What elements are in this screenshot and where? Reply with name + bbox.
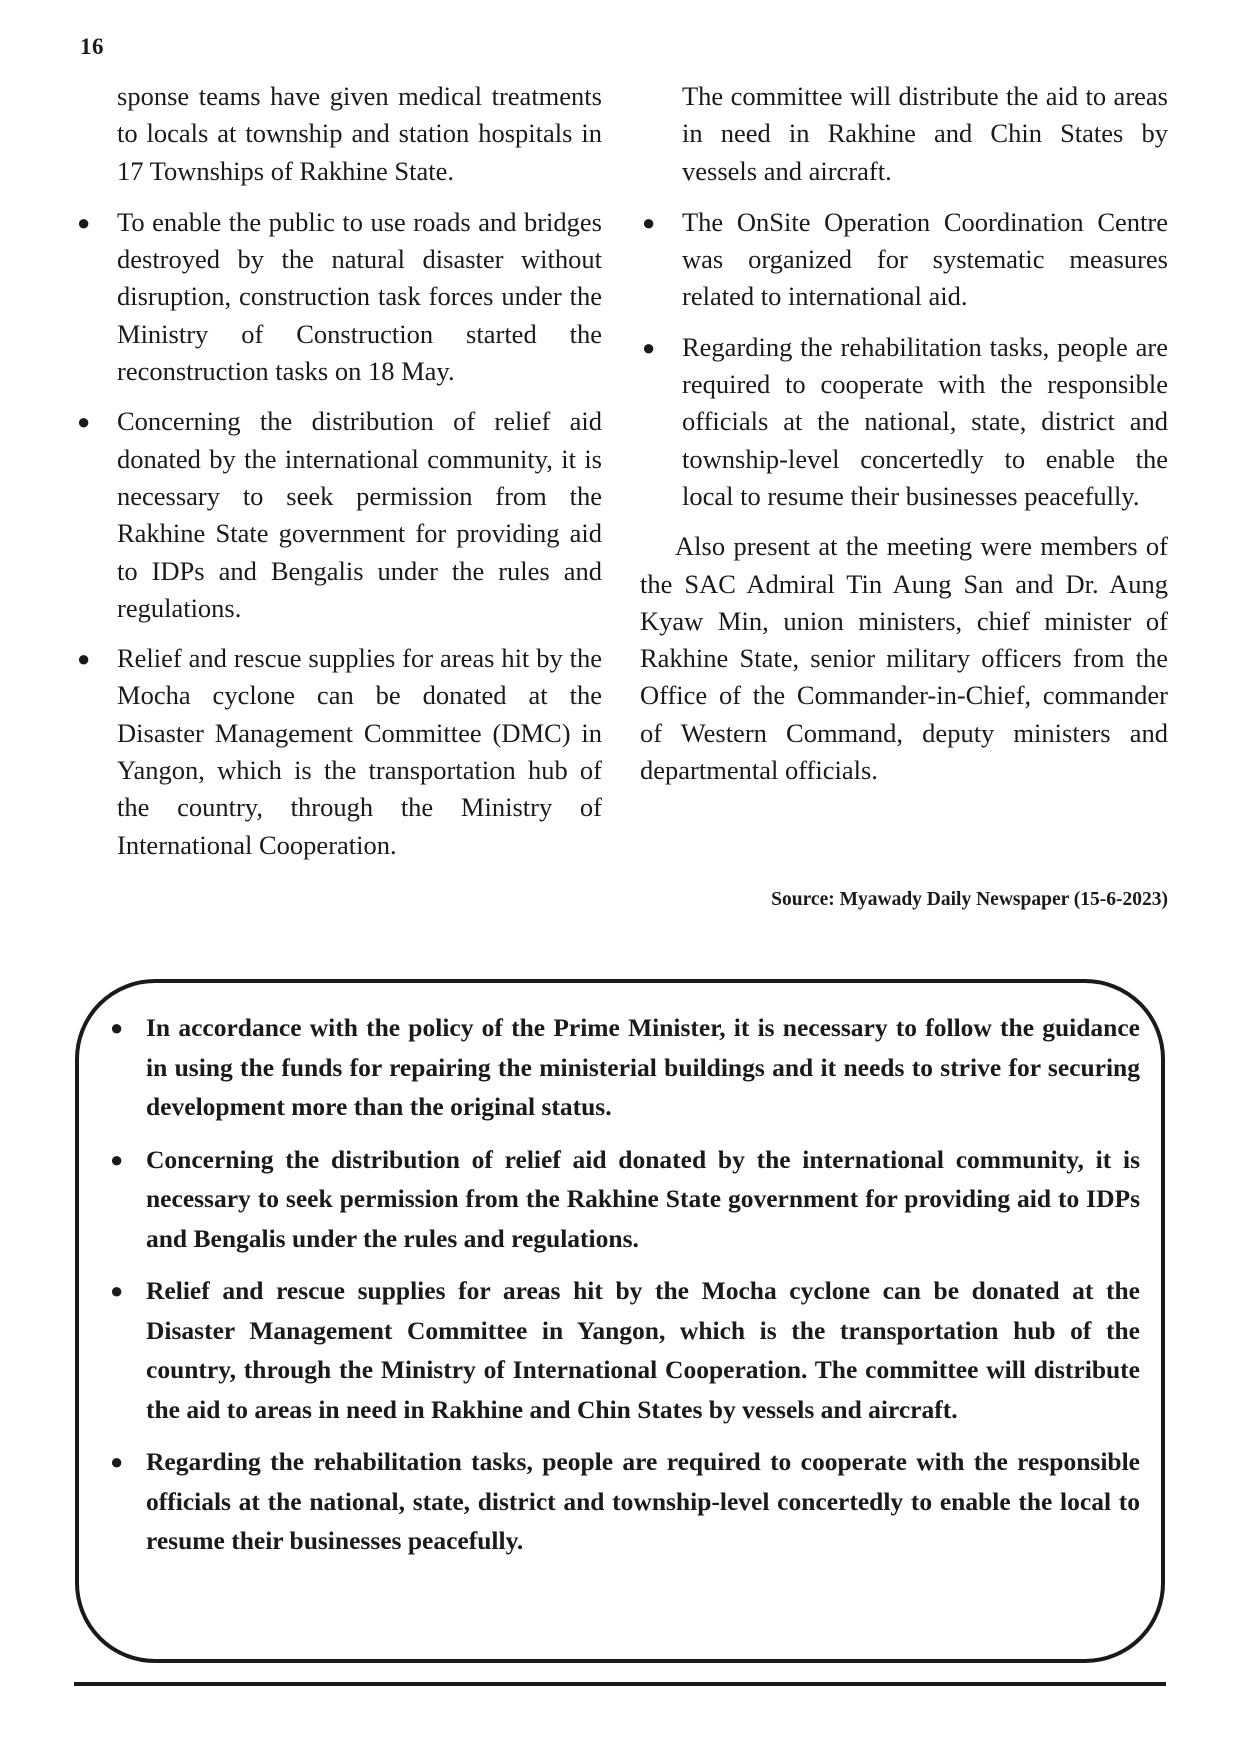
- left-column: [75, 78, 602, 877]
- footer-rule: [74, 1682, 1166, 1686]
- right-bullet-list: [640, 204, 1168, 515]
- list-item-text: In accordance with the policy of the Prime Minister, it is necessary to follow the guidance in using the funds for repairing the ministerial buildings and it needs to strive for securing development more than the original status.: [146, 1013, 1140, 1121]
- bullet-icon: ●: [110, 1278, 124, 1303]
- right-column: [640, 78, 1168, 803]
- bullet-icon: ●: [77, 646, 91, 672]
- list-item-text: Concerning the distribution of relief aid donated by the international community, it is necessary to seek permission from the Rakhine State government for providing aid to IDPs and Bengalis under the rules and regulations.: [146, 1144, 1140, 1253]
- list-item: [108, 1008, 1140, 1127]
- right-continuation-paragraph: The committee will distribute the aid to areas in need in Rakhine and Chin States by vessels and aircraft.: [682, 81, 1168, 186]
- list-item: [108, 1140, 1140, 1259]
- bullet-icon: ●: [110, 1146, 124, 1172]
- bullet-icon: ●: [642, 209, 656, 235]
- page-number: 16: [80, 34, 104, 59]
- list-item-text: Regarding the rehabilitation tasks, people are required to cooperate with the responsible officials at the national, state, district and township-level concertedly to enable the local to resume their businesses peacefully.: [682, 331, 1168, 511]
- bullet-icon: ●: [77, 209, 91, 235]
- list-item-text: To enable the public to use roads and bridges destroyed by the natural disaster without disruption, construction task forces under the Ministry of Construction started the reconstruction tasks on 18 May.: [117, 206, 602, 387]
- list-item: [108, 1442, 1140, 1561]
- list-item-text: Concerning the distribution of relief aid donated by the international community, it is necessary to seek permission from the Rakhine State government for providing aid to IDPs and Bengalis under the rules and regulations.: [117, 406, 602, 623]
- list-item: [640, 329, 1168, 515]
- bullet-icon: ●: [642, 334, 656, 360]
- list-item: [75, 403, 602, 627]
- list-item-text: Regarding the rehabilitation tasks, people are required to cooperate with the responsible officials at the national, state, district and township-level concertedly to enable the local to resume their businesses peacefully.: [146, 1447, 1140, 1555]
- bullet-icon: ●: [110, 1449, 124, 1474]
- list-item: [75, 204, 602, 390]
- highlight-box-list: [108, 1008, 1140, 1574]
- list-item-text: Relief and rescue supplies for areas hit by the Mocha cyclone can be donated at the Disaster Management Committee (DMC) in Yangon, which is the transportation hub of the country, through the Ministry of International Cooperation.: [117, 643, 602, 860]
- closing-paragraph: Also present at the meeting were members of the SAC Admiral Tin Aung San and Dr. Aung Kyaw Min, union ministers, chief minister of Rakhine State, senior military officers from the Office of the Commander-in-Chief, commander of Western Command, deputy ministers and departmental officials.: [640, 531, 1168, 786]
- bullet-icon: ●: [110, 1015, 124, 1040]
- list-item: [75, 640, 602, 864]
- list-item: [640, 204, 1168, 316]
- list-item-text: The OnSite Operation Coordination Centre was organized for systematic measures related to international aid.: [682, 206, 1168, 312]
- left-continuation-paragraph: sponse teams have given medical treatments to locals at township and station hospitals in 17 Townships of Rakhine State.: [117, 81, 602, 186]
- list-item: [108, 1271, 1140, 1429]
- left-bullet-list: [75, 204, 602, 864]
- bullet-icon: ●: [77, 409, 91, 435]
- source-citation: Source: Myawady Daily Newspaper (15-6-2023): [771, 889, 1168, 910]
- list-item-text: Relief and rescue supplies for areas hit by the Mocha cyclone can be donated at the Disaster Management Committee in Yangon, which is the transportation hub of the country, through the Ministry of International Cooperation. The committee will distribute the aid to areas in need in Rakhine and Chin States by vessels and aircraft.: [146, 1276, 1140, 1424]
